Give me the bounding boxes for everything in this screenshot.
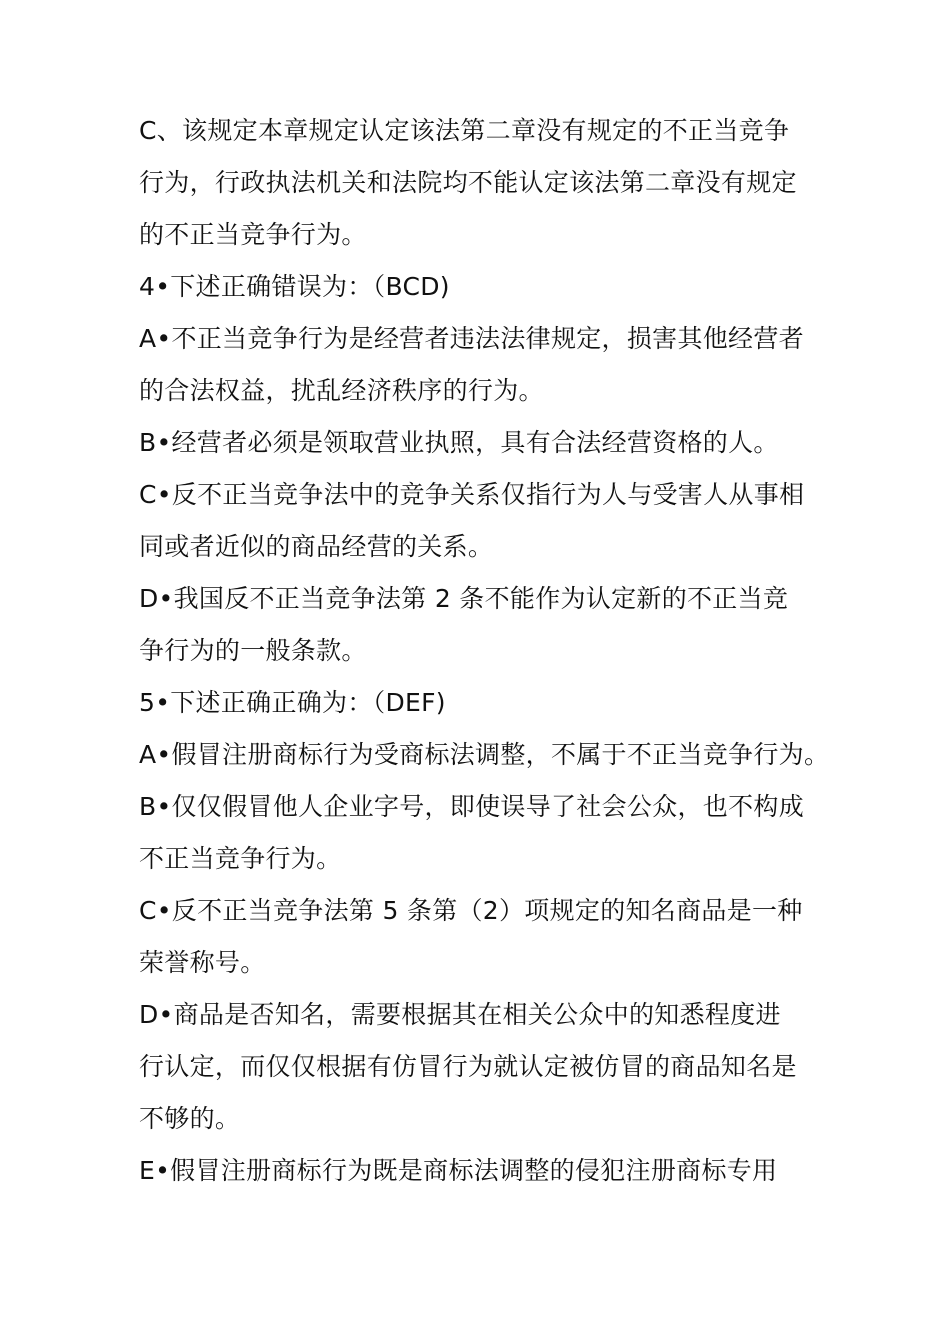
text-line: 同或者近似的商品经营的关系。 — [139, 532, 494, 561]
document-body — [139, 105, 839, 1197]
option-d: D•我国反不正当竞争法第 2 条不能作为认定新的不正当竞 — [139, 584, 789, 613]
option-d: D•商品是否知名，需要根据其在相关公众中的知悉程度进 — [139, 1000, 781, 1029]
question-heading: 5•下述正确正确为：（DEF) — [139, 688, 446, 717]
text-line: 行为，行政执法机关和法院均不能认定该法第二章没有规定 — [139, 168, 797, 197]
option-a: A•假冒注册商标行为受商标法调整，不属于不正当竞争行为。 — [139, 740, 830, 769]
option-b: B•经营者必须是领取营业执照，具有合法经营资格的人。 — [139, 428, 779, 457]
text-line: C、该规定本章规定认定该法第二章没有规定的不正当竞争 — [139, 116, 790, 145]
text-line: 的不正当竞争行为。 — [139, 220, 367, 249]
option-b: B•仅仅假冒他人企业字号，即使误导了社会公众，也不构成 — [139, 792, 804, 821]
text-line: 荣誉称号。 — [139, 948, 266, 977]
text-line: 争行为的一般条款。 — [139, 636, 367, 665]
text-line: 的合法权益，扰乱经济秩序的行为。 — [139, 376, 544, 405]
option-a: A•不正当竞争行为是经营者违法法律规定，损害其他经营者 — [139, 324, 804, 353]
option-c: C•反不正当竞争法第 5 条第（2）项规定的知名商品是一种 — [139, 896, 803, 925]
text-line: 行认定，而仅仅根据有仿冒行为就认定被仿冒的商品知名是 — [139, 1052, 797, 1081]
question-heading: 4•下述正确错误为：（BCD) — [139, 272, 450, 301]
text-line: 不正当竞争行为。 — [139, 844, 342, 873]
option-e: E•假冒注册商标行为既是商标法调整的侵犯注册商标专用 — [139, 1156, 778, 1185]
option-c: C•反不正当竞争法中的竞争关系仅指行为人与受害人从事相 — [139, 480, 805, 509]
text-line: 不够的。 — [139, 1104, 241, 1133]
